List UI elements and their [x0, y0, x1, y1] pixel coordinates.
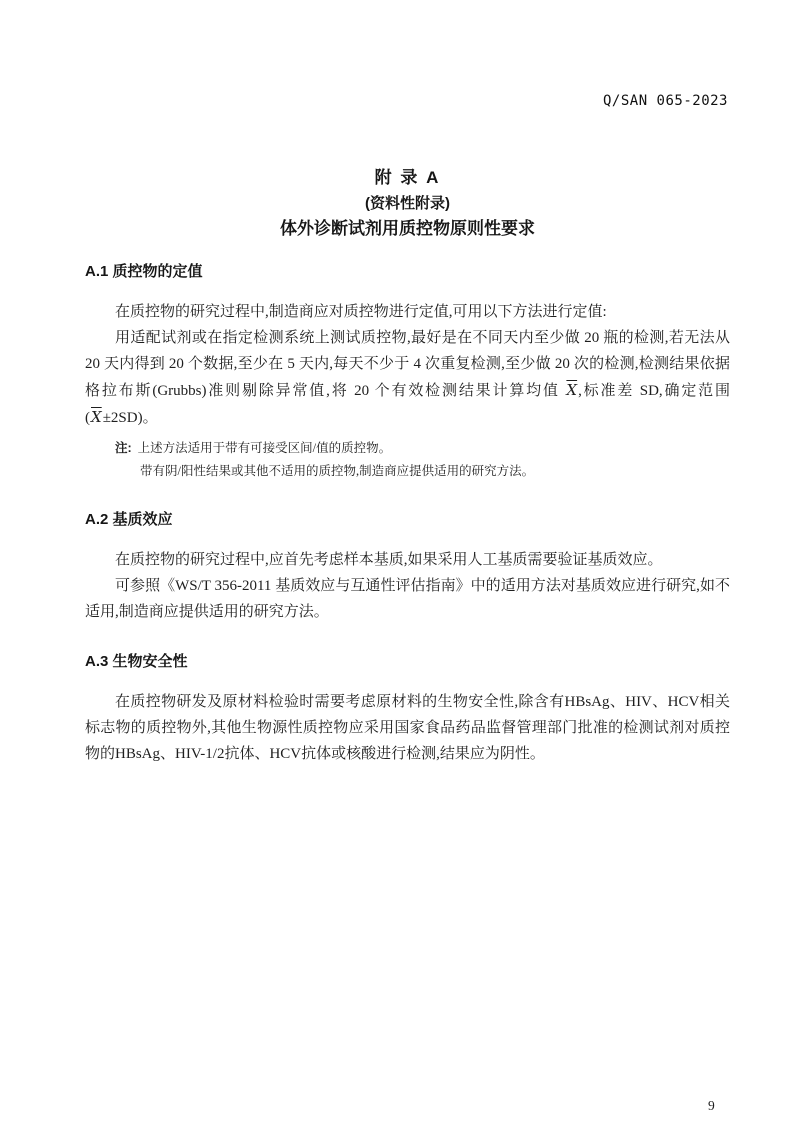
paragraph-text: 用适配试剂或在指定检测系统上测试质控物,最好是在不同天内至少做 20 瓶的检测,若无法从 20 天内得到 20 个数据,至少在 5 天内,每天不少于 4 次重复检测,至少做 20 次的检测,检测结果依据格拉布斯(Grubbs)准则剔除异常值,将 20 个有效检测结果计算均值	[85, 330, 730, 399]
section-a2	[85, 509, 730, 625]
section-a2-paragraph-1: 在质控物的研究过程中,应首先考虑样本基质,如果采用人工基质需要验证基质效应。	[115, 552, 663, 568]
note-label: 注:	[115, 441, 132, 455]
paragraph-text: ±2SD)。	[102, 410, 158, 426]
note-block	[115, 437, 730, 483]
section-a3-paragraph-1: 在质控物研发及原材料检验时需要考虑原材料的生物安全性,除含有HBsAg、HIV、HCV相关标志物的质控物外,其他生物源性质控物应采用国家食品药品监督管理部门批准的检测试剂对质控物的HBsAg、HIV-1/2抗体、HCV抗体或核酸进行检测,结果应为阴性。	[85, 694, 730, 762]
section-a1-paragraph-1: 在质控物的研究过程中,制造商应对质控物进行定值,可用以下方法进行定值:	[115, 304, 607, 320]
x-bar-mean-symbol: $\overline{X}$	[91, 408, 102, 426]
appendix-subtitle: (资料性附录)	[365, 195, 450, 212]
document-content	[85, 0, 730, 767]
section-a1-heading: A.1 质控物的定值	[85, 263, 203, 280]
section-a3-heading: A.3 生物安全性	[85, 653, 188, 670]
section-a3	[85, 651, 730, 767]
x-bar-mean-symbol: $\overline{X}$	[566, 381, 578, 399]
section-a2-heading: A.2 基质效应	[85, 511, 173, 528]
appendix-heading: 体外诊断试剂用质控物原则性要求	[280, 219, 535, 238]
paragraph-text: ,标准差 SD,确定范围(	[85, 383, 730, 426]
note-line-1	[115, 437, 730, 460]
document-standard-code: Q/SAN 065-2023	[602, 93, 728, 109]
section-a2-paragraph-2: 可参照《WS/T 356-2011 基质效应与互通性评估指南》中的适用方法对基质效应进行研究,如不适用,制造商应提供适用的研究方法。	[85, 578, 730, 620]
section-a1-paragraph-2	[85, 325, 730, 431]
page-number: 9	[708, 1098, 715, 1113]
appendix-title: 附 录 A	[374, 168, 441, 187]
section-a1	[85, 261, 730, 483]
note-line-2: 带有阴/阳性结果或其他不适用的质控物,制造商应提供适用的研究方法。	[140, 464, 535, 478]
appendix-title-block	[85, 166, 730, 241]
note-text: 上述方法适用于带有可接受区间/值的质控物。	[137, 441, 392, 455]
